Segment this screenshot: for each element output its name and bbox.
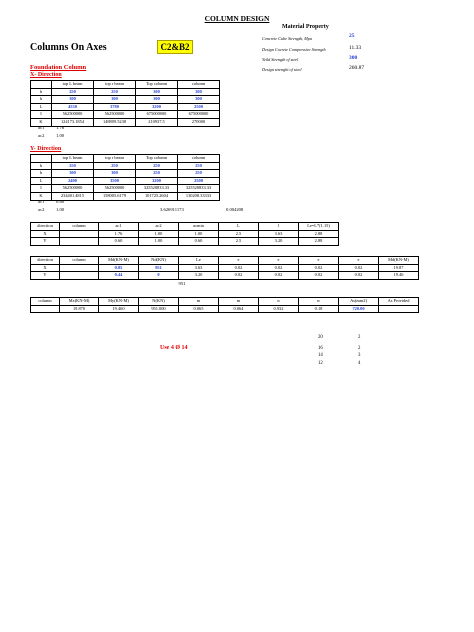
table-cell: 4530 — [52, 103, 94, 111]
material-label: Yeild Strength of steel — [262, 57, 299, 62]
table-row — [31, 103, 220, 111]
ac1-label: ac1 — [38, 125, 45, 130]
table-cell: Nd(KN) — [139, 257, 179, 265]
table-cell: K — [31, 192, 52, 200]
table-cell: 300 — [136, 88, 178, 96]
table-cell: 3.20 — [179, 272, 219, 280]
table-cell: 562500000 — [94, 185, 136, 193]
table-cell: 1.00 — [139, 238, 179, 246]
design-table — [30, 297, 419, 313]
table-cell: 951.000 — [139, 305, 179, 313]
table-cell: 210937.5 — [136, 118, 178, 126]
table-cell: 2.5 — [219, 238, 259, 246]
table-cell: 562500000 — [52, 111, 94, 119]
table-cell: 300 — [94, 96, 136, 104]
y-direction-title: Y- Direction — [30, 146, 62, 152]
table-cell: b — [31, 162, 52, 170]
table-cell: 250 — [52, 162, 94, 170]
material-label: Concrete Cube Strength, Mpa — [262, 36, 312, 41]
table-cell: column — [31, 298, 60, 306]
table-cell — [31, 81, 52, 89]
table-cell: m — [219, 298, 259, 306]
table-cell: 0.064 — [219, 305, 259, 313]
table-cell: 300 — [52, 170, 94, 178]
ac1-value: 1.76 — [56, 125, 65, 130]
table-cell — [60, 238, 99, 246]
table-cell: X — [31, 264, 60, 272]
table-cell: 250 — [52, 88, 94, 96]
table-cell: 675000000 — [178, 111, 220, 119]
table-cell: As(mm2) — [339, 298, 379, 306]
table-cell: e — [339, 257, 379, 265]
x-direction-title: X- Direction — [30, 72, 62, 78]
table-cell: column — [178, 81, 220, 89]
table-cell: L — [31, 103, 52, 111]
table-cell: 19.460 — [99, 305, 139, 313]
table-row — [31, 223, 339, 231]
table-cell: I — [31, 111, 52, 119]
table-cell: 0.02 — [219, 264, 259, 272]
axes-label: Columns On Axes — [30, 42, 107, 53]
table-cell: Le — [179, 257, 219, 265]
table-cell: 250 — [136, 170, 178, 178]
table-cell: e — [299, 257, 339, 265]
table-cell: top r beam — [94, 81, 136, 89]
table-row — [31, 96, 220, 104]
table-cell: Mx(KN-M) — [60, 298, 99, 306]
table-cell: 2.5 — [219, 230, 259, 238]
computed-value: 3.626911173 — [160, 207, 184, 212]
table-row — [31, 170, 220, 178]
table-cell: Y — [31, 272, 60, 280]
material-value: 260.87 — [349, 65, 365, 71]
table-cell: 0.18 — [299, 305, 339, 313]
material-label: Design strenght of steel — [262, 67, 302, 72]
table-cell: column — [178, 155, 220, 163]
table-cell: 250 — [178, 170, 220, 178]
table-cell: 3200 — [136, 177, 178, 185]
table-cell — [60, 272, 99, 280]
table-cell — [379, 305, 419, 313]
table-cell: Md(KN-M) — [99, 257, 139, 265]
table-cell: 720.00 — [339, 305, 379, 313]
computed-value: 0.004208 — [226, 207, 244, 212]
table-row — [31, 111, 220, 119]
material-title: Material Property — [282, 24, 329, 30]
table-cell — [31, 305, 60, 313]
table-cell: acmin — [179, 223, 219, 231]
table-cell: 300 — [52, 96, 94, 104]
nd-total: 951 — [178, 281, 186, 286]
table-cell: 1.76 — [99, 230, 139, 238]
table-cell: direction — [31, 223, 60, 231]
table-cell: m — [179, 298, 219, 306]
page-title: COLUMN DESIGN — [204, 14, 270, 23]
table-cell: 1.00 — [179, 230, 219, 238]
table-row — [31, 305, 419, 313]
bar-count: 2 — [358, 346, 361, 351]
table-cell: 2500 — [178, 177, 220, 185]
table-cell: Le=L*(1.15) — [299, 223, 339, 231]
table-cell: 1.00 — [139, 230, 179, 238]
table-cell: n — [259, 298, 299, 306]
table-cell: 0.02 — [299, 272, 339, 280]
material-value: 11.33 — [349, 45, 362, 51]
material-label: Design Cocrete Compressive Strength — [262, 47, 326, 52]
table-cell: 675000000 — [136, 111, 178, 119]
table-row — [31, 230, 339, 238]
table-cell: 0.02 — [259, 264, 299, 272]
table-cell: 562500000 — [94, 111, 136, 119]
table-cell: h — [31, 170, 52, 178]
table-cell: I — [31, 185, 52, 193]
y-direction-table — [30, 154, 220, 201]
x-direction-table — [30, 80, 220, 127]
table-cell: Md(KN-M) — [379, 257, 419, 265]
table-cell: 148809.5238 — [94, 118, 136, 126]
table-cell: 0.02 — [339, 264, 379, 272]
table-cell: e — [219, 257, 259, 265]
table-row — [31, 177, 220, 185]
table-cell: Y — [31, 238, 60, 246]
table-cell: 300 — [136, 96, 178, 104]
table-row — [31, 155, 220, 163]
table-cell: 124173.1854 — [52, 118, 94, 126]
table-cell: My(KN-M) — [99, 298, 139, 306]
table-cell: 250 — [94, 162, 136, 170]
ac2-label: ac2 — [38, 133, 45, 138]
table-cell: column — [60, 257, 99, 265]
table-row — [31, 185, 220, 193]
table-cell: 300 — [178, 96, 220, 104]
ac2-value: 1.00 — [56, 207, 65, 212]
ac2-label: ac2 — [38, 207, 45, 212]
material-value: 25 — [349, 33, 355, 39]
table-cell: 3.63 — [259, 230, 299, 238]
bar-diameter: 12 — [318, 361, 323, 366]
ac1-value: 0.60 — [56, 199, 65, 204]
table-cell: 300 — [178, 88, 220, 96]
table-row — [31, 264, 419, 272]
table-cell: 2.88 — [299, 238, 339, 246]
ac2-value: 1.00 — [56, 133, 65, 138]
bar-count: 2 — [358, 335, 361, 340]
table-cell: 0.60 — [99, 238, 139, 246]
table-cell: 0.02 — [259, 272, 299, 280]
table-cell: 562500000 — [52, 185, 94, 193]
table-cell: 250 — [178, 162, 220, 170]
table-cell: b — [31, 88, 52, 96]
table-cell: top L beam — [52, 155, 94, 163]
table-cell: 19.87 — [379, 264, 419, 272]
table-cell: 0.02 — [339, 272, 379, 280]
table-cell: 0.932 — [259, 305, 299, 313]
table-cell: e — [259, 257, 299, 265]
table-cell: ac1 — [99, 223, 139, 231]
moments-table — [30, 256, 419, 280]
bar-diameter: 20 — [318, 335, 323, 340]
table-cell: 2400 — [52, 177, 94, 185]
table-cell: 325520833.33 — [178, 185, 220, 193]
table-cell: 158005.6179 — [94, 192, 136, 200]
table-row — [31, 162, 220, 170]
table-cell: 0.02 — [299, 264, 339, 272]
table-cell: 0.60 — [179, 238, 219, 246]
table-cell: column — [60, 223, 99, 231]
table-cell: 234401.4815 — [52, 192, 94, 200]
table-cell: 0.85 — [99, 264, 139, 272]
table-cell: ac2 — [139, 223, 179, 231]
ac1-label: ac1 — [38, 199, 45, 204]
table-cell: 3500 — [94, 177, 136, 185]
table-cell: 270000 — [178, 118, 220, 126]
table-cell — [60, 264, 99, 272]
table-cell: 19.870 — [60, 305, 99, 313]
table-cell: 300 — [94, 170, 136, 178]
bar-diameter: 14 — [318, 353, 323, 358]
bar-count: 3 — [358, 353, 361, 358]
slenderness-table — [30, 222, 339, 246]
table-cell: 3.63 — [179, 264, 219, 272]
table-cell: L — [31, 177, 52, 185]
axes-value: C2&B2 — [157, 40, 193, 54]
table-row — [31, 88, 220, 96]
table-cell: As Provided — [379, 298, 419, 306]
foundation-title: Foundation Column — [30, 64, 87, 71]
table-cell: top L beam — [52, 81, 94, 89]
table-cell: top r beam — [94, 155, 136, 163]
table-cell: L — [219, 223, 259, 231]
table-cell: 0.02 — [219, 272, 259, 280]
table-cell: 951 — [139, 264, 179, 272]
table-cell: 0.065 — [179, 305, 219, 313]
table-row — [31, 238, 339, 246]
table-cell: 3200 — [136, 103, 178, 111]
material-value: 300 — [349, 55, 358, 61]
table-cell: X — [31, 230, 60, 238]
table-row — [31, 81, 220, 89]
table-cell: Top column — [136, 155, 178, 163]
table-cell: 325520833.33 — [136, 185, 178, 193]
table-cell: 101725.2604 — [136, 192, 178, 200]
bar-count: 4 — [358, 361, 361, 366]
table-row — [31, 257, 419, 265]
table-cell: N(KN) — [139, 298, 179, 306]
table-cell — [60, 230, 99, 238]
table-row — [31, 298, 419, 306]
table-cell: 2.88 — [299, 230, 339, 238]
table-cell: w — [299, 298, 339, 306]
table-cell: l — [259, 223, 299, 231]
table-cell: 130208.33333 — [178, 192, 220, 200]
table-cell: 19.46 — [379, 272, 419, 280]
table-cell: 2500 — [178, 103, 220, 111]
rebar-recommendation: Use 4 Ø 14 — [160, 345, 188, 351]
table-cell: 3.20 — [259, 238, 299, 246]
table-cell: 0.44 — [99, 272, 139, 280]
table-cell: K — [31, 118, 52, 126]
bar-diameter: 16 — [318, 346, 323, 351]
table-cell: Top column — [136, 81, 178, 89]
table-cell: 250 — [136, 162, 178, 170]
table-cell: h — [31, 96, 52, 104]
table-cell: 250 — [94, 88, 136, 96]
table-cell: direction — [31, 257, 60, 265]
table-cell: 3780 — [94, 103, 136, 111]
table-cell — [31, 155, 52, 163]
table-row — [31, 272, 419, 280]
table-cell: 0 — [139, 272, 179, 280]
